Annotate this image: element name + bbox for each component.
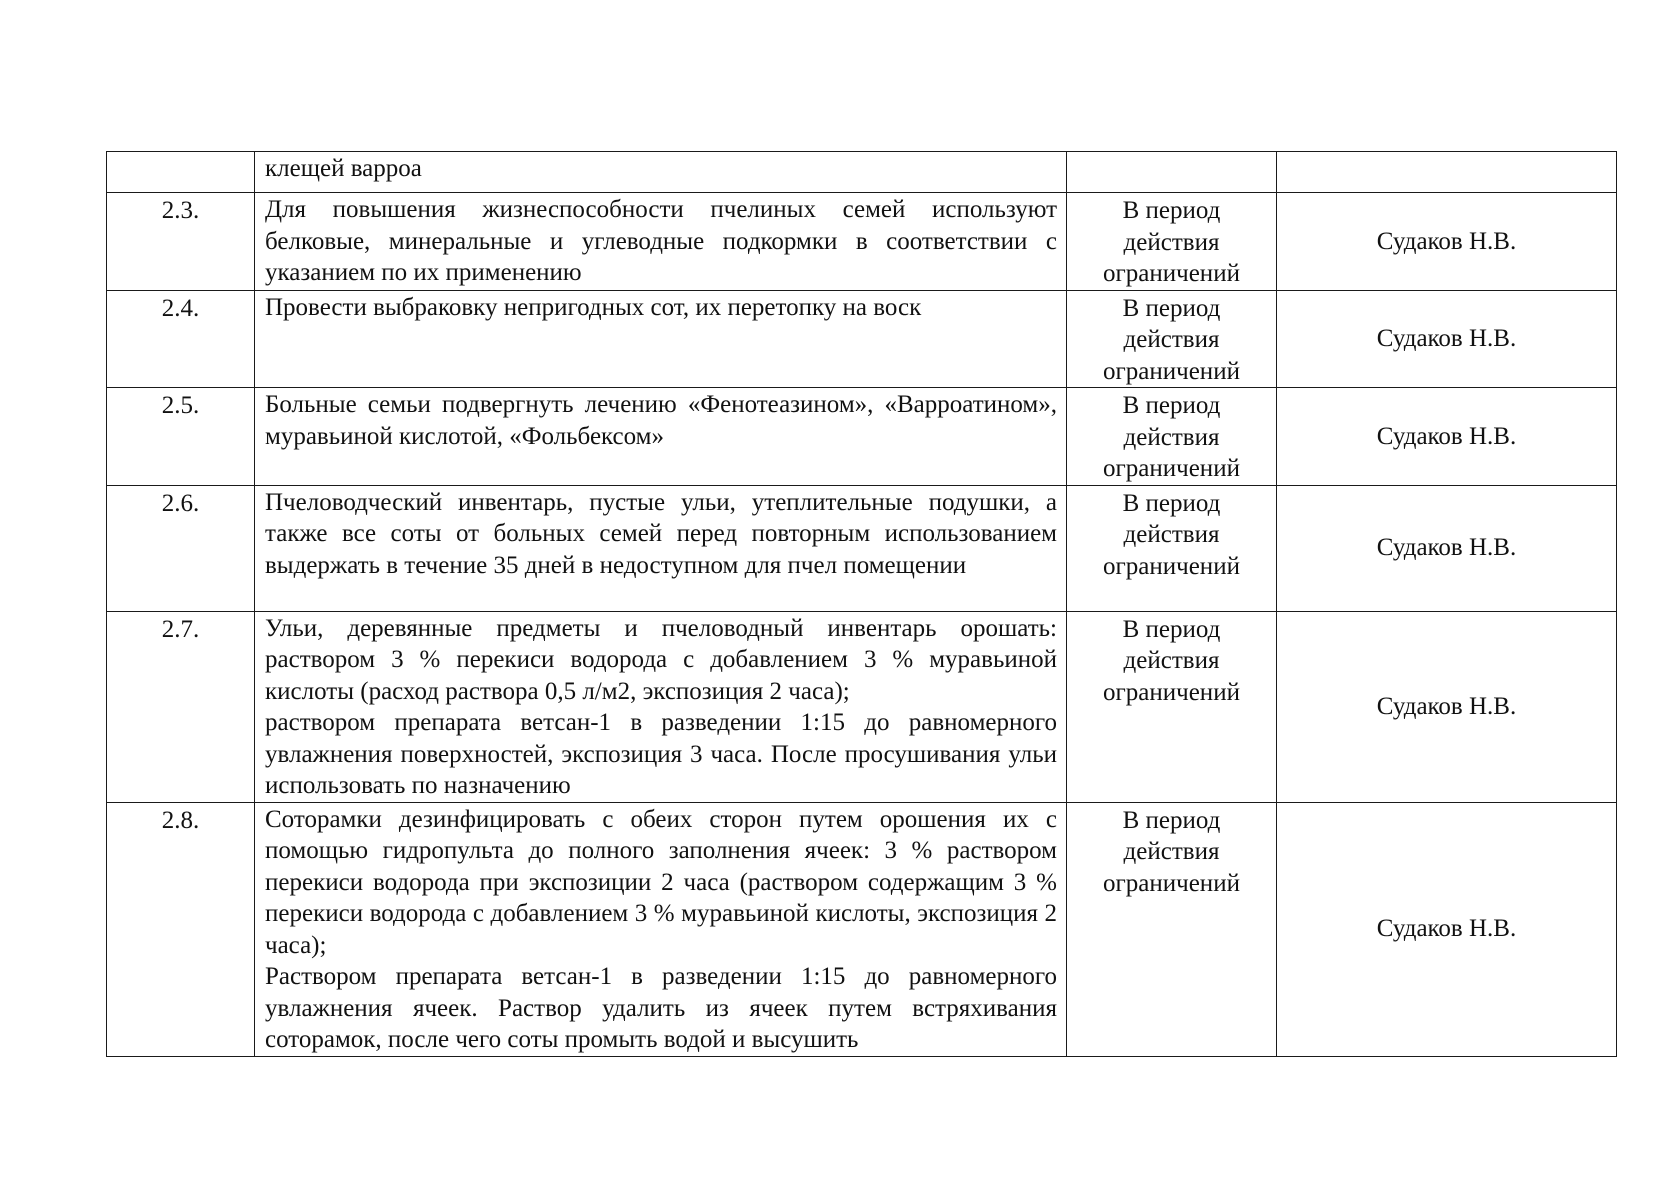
responsible-person: Судаков Н.В. bbox=[1277, 802, 1617, 1056]
term-cell bbox=[1067, 802, 1277, 1056]
term-line: В период bbox=[1122, 197, 1221, 224]
measure-text bbox=[255, 802, 1067, 1056]
measure-text bbox=[255, 193, 1067, 291]
responsible-person: Судаков Н.В. bbox=[1277, 485, 1617, 611]
measures-table bbox=[106, 151, 1617, 1057]
term-cell bbox=[1067, 152, 1277, 193]
table-row bbox=[107, 152, 1617, 193]
term-line: действия bbox=[1123, 521, 1220, 548]
measure-paragraph: Ульи, деревянные предметы и пчеловодный инвентарь орошать: раствором 3 % перекиси водорода с добавлением 3 % муравьиной кислоты (расход раствора 0,5 л/м2, экспозиция 2 часа); bbox=[265, 614, 1057, 705]
term-line: действия bbox=[1123, 838, 1220, 865]
term-line: действия bbox=[1123, 228, 1220, 256]
measure-paragraph: Пчеловодческий инвентарь, пустые ульи, утеплительные подушки, а также все соты от больных семей перед повторным использованием выдержать в течение 35 дней в недоступном для пчел помещении bbox=[265, 488, 1057, 579]
measure-paragraph: Для повышения жизнеспособности пчелиных семей используют белковые, минеральные и углеводные подкормки в соответствии с указанием по их применению bbox=[265, 196, 1057, 286]
measure-text bbox=[255, 388, 1067, 486]
term-line: действия bbox=[1123, 647, 1220, 674]
responsible-person: Судаков Н.В. bbox=[1277, 290, 1617, 388]
responsible-person: Судаков Н.В. bbox=[1277, 611, 1617, 802]
term-line: ограничений bbox=[1103, 552, 1240, 580]
responsible-person: Судаков Н.В. bbox=[1277, 388, 1617, 486]
item-number: 2.4. bbox=[107, 290, 255, 388]
term-line: ограничений bbox=[1103, 260, 1240, 287]
measure-paragraph: Соторамки дезинфицировать с обеих сторон путем орошения их с помощью гидропульта до полного заполнения ячеек: 3 % раствором перекиси водорода при экспозиции 2 часа (раствором содержащим 3 % перекиси водорода с добавлением 3 % муравьиной кислоты, экспозиция 2 часа); bbox=[265, 805, 1057, 959]
measure-paragraph: клещей варроа bbox=[265, 155, 422, 182]
item-number: 2.7. bbox=[107, 611, 255, 802]
term-cell bbox=[1067, 611, 1277, 802]
table-row bbox=[107, 193, 1617, 291]
term-line: ограничений bbox=[1103, 455, 1240, 482]
table-row bbox=[107, 388, 1617, 486]
item-number: 2.3. bbox=[107, 193, 255, 291]
measure-text bbox=[255, 290, 1067, 388]
term-line: В период bbox=[1122, 806, 1221, 834]
table-row bbox=[107, 290, 1617, 388]
term-line: ограничений bbox=[1103, 678, 1240, 706]
term-line: действия bbox=[1123, 423, 1220, 451]
table-row bbox=[107, 802, 1617, 1056]
term-line: ограничений bbox=[1103, 869, 1240, 897]
term-cell bbox=[1067, 193, 1277, 291]
term-cell bbox=[1067, 388, 1277, 486]
responsible-person bbox=[1277, 152, 1617, 193]
term-cell bbox=[1067, 290, 1277, 388]
term-line: ограничений bbox=[1103, 357, 1240, 385]
term-line: В период bbox=[1122, 392, 1221, 419]
term-line: В период bbox=[1122, 294, 1221, 322]
item-number: 2.5. bbox=[107, 388, 255, 486]
measure-paragraph: Провести выбраковку непригодных сот, их перетопку на воск bbox=[265, 293, 922, 321]
term-line: В период bbox=[1122, 615, 1221, 643]
measure-paragraph: раствором препарата ветсан-1 в разведении 1:15 до равномерного увлажнения поверхностей, экспозиция 3 часа. После просушивания ульи использовать по назначению bbox=[265, 709, 1057, 799]
measure-text bbox=[255, 152, 1067, 193]
table-row bbox=[107, 485, 1617, 611]
measure-text bbox=[255, 485, 1067, 611]
term-line: действия bbox=[1123, 326, 1220, 353]
measure-paragraph: Больные семьи подвергнуть лечению «Фенотеазином», «Варроатином», муравьиной кислотой, «Фольбексом» bbox=[265, 391, 1057, 450]
measure-paragraph: Раствором препарата ветсан-1 в разведении 1:15 до равномерного увлажнения ячеек. Раствор удалить из ячеек путем встряхивания соторамок, после чего соты промыть водой и высушить bbox=[265, 963, 1057, 1053]
term-line: В период bbox=[1122, 489, 1221, 517]
measure-text bbox=[255, 611, 1067, 802]
item-number bbox=[107, 152, 255, 193]
item-number: 2.8. bbox=[107, 802, 255, 1056]
table-row bbox=[107, 611, 1617, 802]
term-cell bbox=[1067, 485, 1277, 611]
item-number: 2.6. bbox=[107, 485, 255, 611]
responsible-person: Судаков Н.В. bbox=[1277, 193, 1617, 291]
